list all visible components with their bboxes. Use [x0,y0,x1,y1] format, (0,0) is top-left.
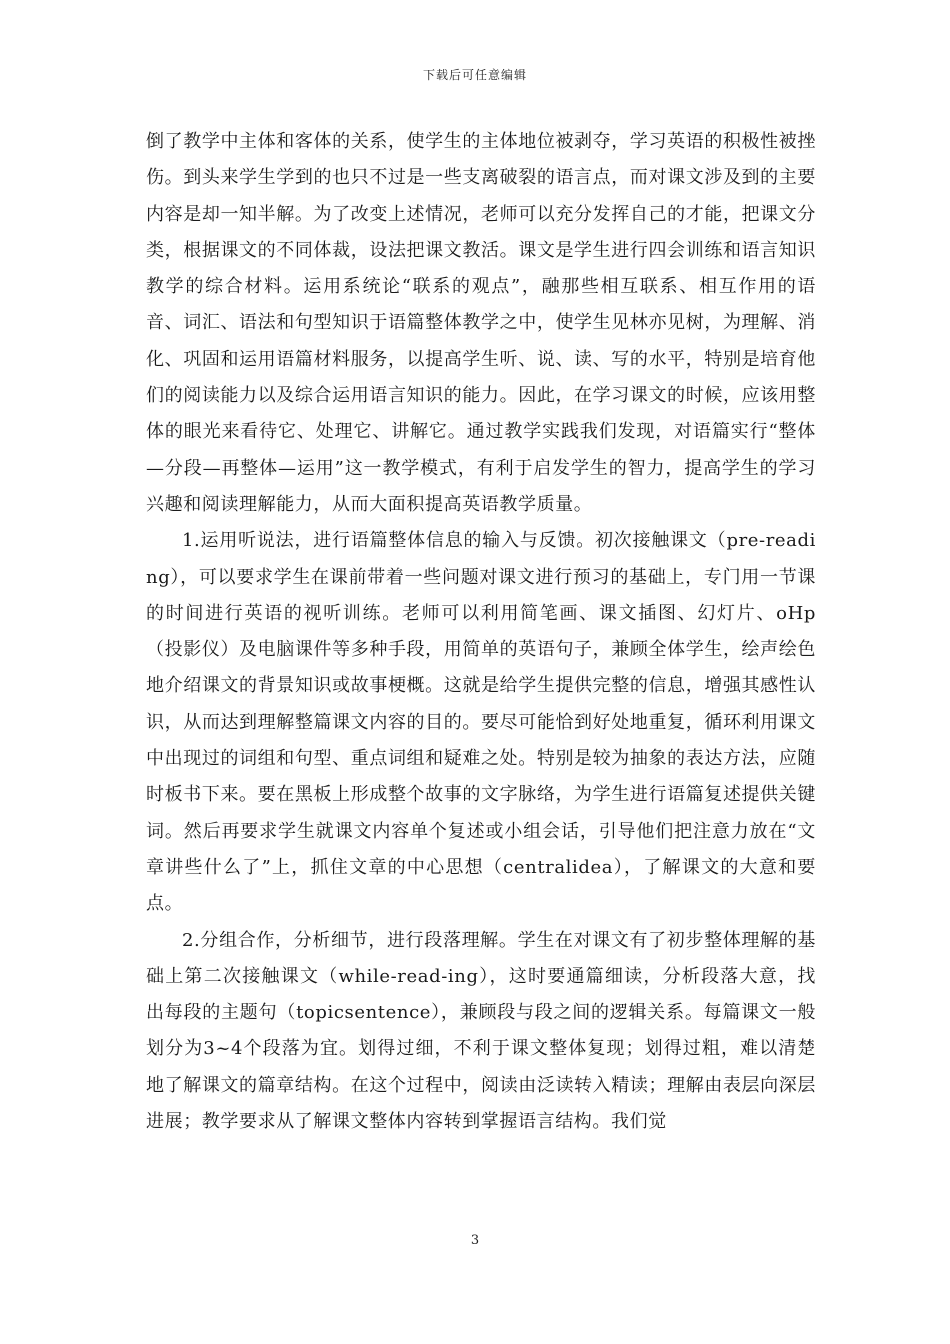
body-paragraph: 倒了教学中主体和客体的关系，使学生的主体地位被剥夺，学习英语的积极性被挫伤。到头来学生学到的也只不过是一些支离破裂的语言点，而对课文涉及到的主要内容是却一知半解。为了改变上述情况，老师可以充分发挥自己的才能，把课文分类，根据课文的不同体裁，设法把课文教活。课文是学生进行四会训练和语言知识教学的综合材料。运用系统论“联系的观点”，融那些相互联系、相互作用的语音、词汇、语法和句型知识于语篇整体教学之中，使学生见林亦见树，为理解、消化、巩固和运用语篇材料服务，以提高学生听、说、读、写的水平，特别是培育他们的阅读能力以及综合运用语言知识的能力。因此，在学习课文的时候，应该用整体的眼光来看待它、处理它、讲解它。通过教学实践我们发现，对语篇实行“整体—分段—再整体—运用”这一教学模式，有利于启发学生的智力，提高学生的学习兴趣和阅读理解能力，从而大面积提高英语教学质量。 [146,131,816,515]
page-header-note: 下载后可任意编辑 [422,68,527,82]
body-paragraph: 1.运用听说法，进行语篇整体信息的输入与反馈。初次接触课文（pre-reading），可以要求学生在课前带着一些问题对课文进行预习的基础上，专门用一节课的时间进行英语的视听训练。老师可以利用简笔画、课文插图、幻灯片、oHp（投影仪）及电脑课件等多种手段，用简单的英语句子，兼顾全体学生，绘声绘色地介绍课文的背景知识或故事梗概。这就是给学生提供完整的信息，增强其感性认识，从而达到理解整篇课文内容的目的。要尽可能恰到好处地重复，循环利用课文中出现过的词组和句型、重点词组和疑难之处。特别是较为抽象的表达方法，应随时板书下来。要在黑板上形成整个故事的文字脉络，为学生进行语篇复述提供关键词。然后再要求学生就课文内容单个复述或小组会话，引导他们把注意力放在“文章讲些什么了”上，抓住文章的中心思想（centralidea），了解课文的大意和要点。 [146,530,816,915]
page-number: 3 [470,1233,480,1248]
body-paragraph: 2.分组合作，分析细节，进行段落理解。学生在对课文有了初步整体理解的基础上第二次接触课文（while-read-ing），这时要通篇细读，分析段落大意，找出每段的主题句（topicsentence），兼顾段与段之间的逻辑关系。每篇课文一般划分为3~4个段落为宜。划得过细，不利于课文整体复现；划得过粗，难以清楚地了解课文的篇章结构。在这个过程中，阅读由泛读转入精读；理解由表层向深层进展；教学要求从了解课文整体内容转到掌握语言结构。我们觉 [146,929,816,1133]
document-body [146,124,816,1140]
